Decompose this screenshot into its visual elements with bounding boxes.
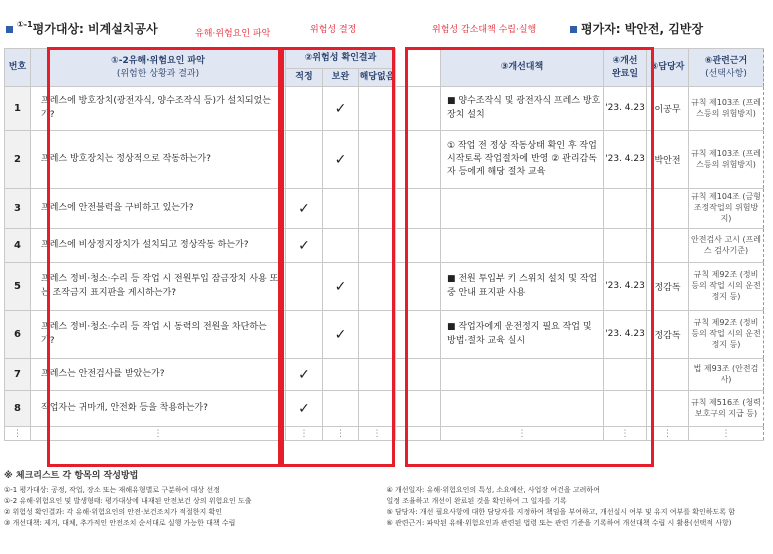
row-number: 6 [5,311,31,359]
col-measure: ③개선대책 [441,49,604,87]
row-gap [396,311,441,359]
row-manager [647,359,689,391]
row-date [604,359,647,391]
row-manager [647,229,689,263]
note-line: ①-2 유해·위험요인 및 발생형태: 평가대상에 내재된 안전보건 상의 위험요인 도출 [4,496,252,505]
row-manager [647,391,689,427]
annotation-plan: 위험성 감소대책 수립·실행 [432,25,537,35]
ellipsis-cell: ⋮ [31,427,286,441]
row-gap [396,87,441,131]
note-line: ⑤ 담당자: 개선 필요사항에 대한 담당자를 지정하여 책임을 부여하고, 개선실시 여부 및 유지 여부를 확인하도록 함 [386,507,736,516]
row-hazard: 작업자는 귀마개, 안전화 등을 착용하는가? [31,391,286,427]
col-item-sub: (위험한 상황과 결과) [116,68,200,79]
row-gap [396,359,441,391]
table-row [5,391,764,427]
ellipsis-cell: ⋮ [647,427,689,441]
row-gap [396,229,441,263]
square-bullet-icon [570,26,577,33]
annotation-decide: 위험성 결정 [310,25,357,35]
col-item [31,49,286,87]
checklist-table [4,48,764,441]
notes [4,468,769,528]
table-row [5,359,764,391]
row-gap [396,263,441,311]
row-manager: 박안전 [647,131,689,189]
row-date: '23. 4.23 [604,263,647,311]
row-measure [441,189,604,229]
row-measure [441,359,604,391]
row-basis: 규칙 제103조 (프레스등의 위험방지) [689,131,764,189]
target-title: 평가대상: 비계설치공사 [32,22,158,36]
check-fix [323,229,359,263]
row-measure [441,229,604,263]
row-gap [396,189,441,229]
row-hazard: 프레스 정비·청소·수리 등 작업 시 전원투입 잠금장치 사용 또는 조작금지 표지판을 게시하는가? [31,263,286,311]
row-hazard: 프레스에 안전블럭을 구비하고 있는가? [31,189,286,229]
row-number: 8 [5,391,31,427]
row-hazard: 프레스에 비상정지장치가 설치되고 정상작동 하는가? [31,229,286,263]
row-number: 2 [5,131,31,189]
ellipsis-cell: ⋮ [286,427,323,441]
row-number: 3 [5,189,31,229]
notes-right [387,485,770,528]
row-gap [396,131,441,189]
check-na [359,87,396,131]
check-ok [286,87,323,131]
row-date: '23. 4.23 [604,131,647,189]
col-date-1: ④개선 [612,56,638,67]
row-date: '23. 4.23 [604,311,647,359]
col-date-2: 완료일 [611,68,639,79]
col-no: 번호 [5,49,31,87]
col-basis [689,49,764,87]
check-na [359,359,396,391]
check-fix: ✓ [323,131,359,189]
row-hazard: 프레스 정비·청소·수리 등 작업 시 동력의 전원을 차단하는가? [31,311,286,359]
square-bullet-icon [6,26,13,33]
row-hazard: 프레스에 방호장치(광전자식, 양수조작식 등)가 설치되었는가? [31,87,286,131]
check-na [359,311,396,359]
evaluator-title: 평가자: 박안전, 김반장 [581,22,704,36]
row-hazard: 프레스 방호장치는 정상적으로 작동하는가? [31,131,286,189]
ellipsis-cell: ⋮ [689,427,764,441]
row-date [604,189,647,229]
table-row [5,87,764,131]
col-risk-na: 해당없음 [359,69,396,87]
header [0,0,773,52]
ellipsis-row [5,427,764,441]
row-gap [396,391,441,427]
col-risk-ok: 적정 [286,69,323,87]
row-measure: ■ 양수조작식 및 광전자식 프레스 방호장치 설치 [441,87,604,131]
row-date: '23. 4.23 [604,87,647,131]
ellipsis-cell: ⋮ [604,427,647,441]
check-fix [323,391,359,427]
check-na [359,189,396,229]
check-ok: ✓ [286,391,323,427]
row-manager: 정감독 [647,263,689,311]
row-basis: 안전검사 고시 (프레스 검사기준) [689,229,764,263]
row-number: 1 [5,87,31,131]
check-ok [286,311,323,359]
check-na [359,131,396,189]
row-date [604,229,647,263]
row-number: 5 [5,263,31,311]
row-date [604,391,647,427]
note-line: 일정 조율하고 개선이 완료된 것을 확인하여 그 일자를 기록 [386,496,567,505]
row-number: 7 [5,359,31,391]
ellipsis-cell: ⋮ [441,427,604,441]
col-item-title: ①-2유해·위험요인 파악 [111,56,205,67]
row-number: 4 [5,229,31,263]
table-row [5,229,764,263]
ellipsis-cell: ⋮ [5,427,31,441]
ellipsis-cell: ⋮ [359,427,396,441]
row-basis: 규칙 제92조 (정비 등의 작업 시의 운전정지 등) [689,311,764,359]
check-fix: ✓ [323,263,359,311]
col-risk-title: ②위험성 확인결과 [286,49,396,69]
evaluator [570,20,703,37]
col-risk-fix: 보완 [323,69,359,87]
evaluation-target [6,20,158,37]
ellipsis-cell: ⋮ [323,427,359,441]
row-basis: 규칙 제92조 (정비 등의 작업 시의 운전정지 등) [689,263,764,311]
check-ok [286,131,323,189]
check-na [359,391,396,427]
table-row [5,263,764,311]
note-line: ⑥ 관련근거: 파악된 유해·위험요인과 관련된 법령 또는 관련 기준을 기록하여 개선대책 수립 시 활용(선택적 사항) [386,518,732,527]
check-fix [323,359,359,391]
note-line: ② 위험성 확인결과: 각 유해·위험요인의 안전·보건조치가 적절한지 확인 [4,507,222,516]
row-measure [441,391,604,427]
row-manager: 이공무 [647,87,689,131]
col-basis-sub: (선택사항) [705,68,747,79]
row-measure: ■ 작업자에게 운전정지 필요 작업 및 방법·절차 교육 실시 [441,311,604,359]
row-manager [647,189,689,229]
col-basis-title: ⑥관련근거 [704,56,748,67]
check-ok [286,263,323,311]
check-ok: ✓ [286,359,323,391]
row-basis: 규칙 제104조 (금형조정작업의 위험방지) [689,189,764,229]
check-fix: ✓ [323,87,359,131]
ellipsis-cell [396,427,441,441]
col-manager: ⑤담당자 [647,49,689,87]
check-fix: ✓ [323,311,359,359]
row-basis: 규칙 제516조 (청력보호구의 지급 등) [689,391,764,427]
target-prefix: ①-1 [17,20,33,29]
notes-title: ※ 체크리스트 각 항목의 작성방법 [4,471,139,481]
check-fix [323,189,359,229]
row-measure: ■ 전원 투입부 키 스위치 설치 및 작업 중 안내 표지판 사용 [441,263,604,311]
row-basis: 법 제93조 (안전검사) [689,359,764,391]
annotation-identify: 유해·위험요인 파악 [195,29,271,39]
col-date [604,49,647,87]
table-row [5,131,764,189]
check-ok: ✓ [286,229,323,263]
row-manager: 정감독 [647,311,689,359]
row-measure: ① 작업 전 정상 작동상태 확인 후 작업 시작토록 작업절차에 반영 ② 관리감독자 등에게 해당 절차 교육 [441,131,604,189]
check-na [359,229,396,263]
row-hazard: 프레스는 안전검사를 받았는가? [31,359,286,391]
note-line: ③ 개선대책: 제거, 대체, 추가적인 안전조치 순서대로 실행 가능한 대책 수립 [4,518,236,527]
check-na [359,263,396,311]
note-line: ④ 개선일자: 유해·위험요인의 특성, 소요예산, 사업장 여건을 고려하여 [386,486,600,494]
table-row [5,189,764,229]
col-gap [396,49,441,87]
table-row [5,311,764,359]
row-basis: 규칙 제103조 (프레스등의 위험방지) [689,87,764,131]
note-line: ①-1 평가대상: 공정, 작업, 장소 또는 재해유형별로 구분하여 대상 선정 [4,486,220,494]
notes-left [4,485,387,528]
check-ok: ✓ [286,189,323,229]
